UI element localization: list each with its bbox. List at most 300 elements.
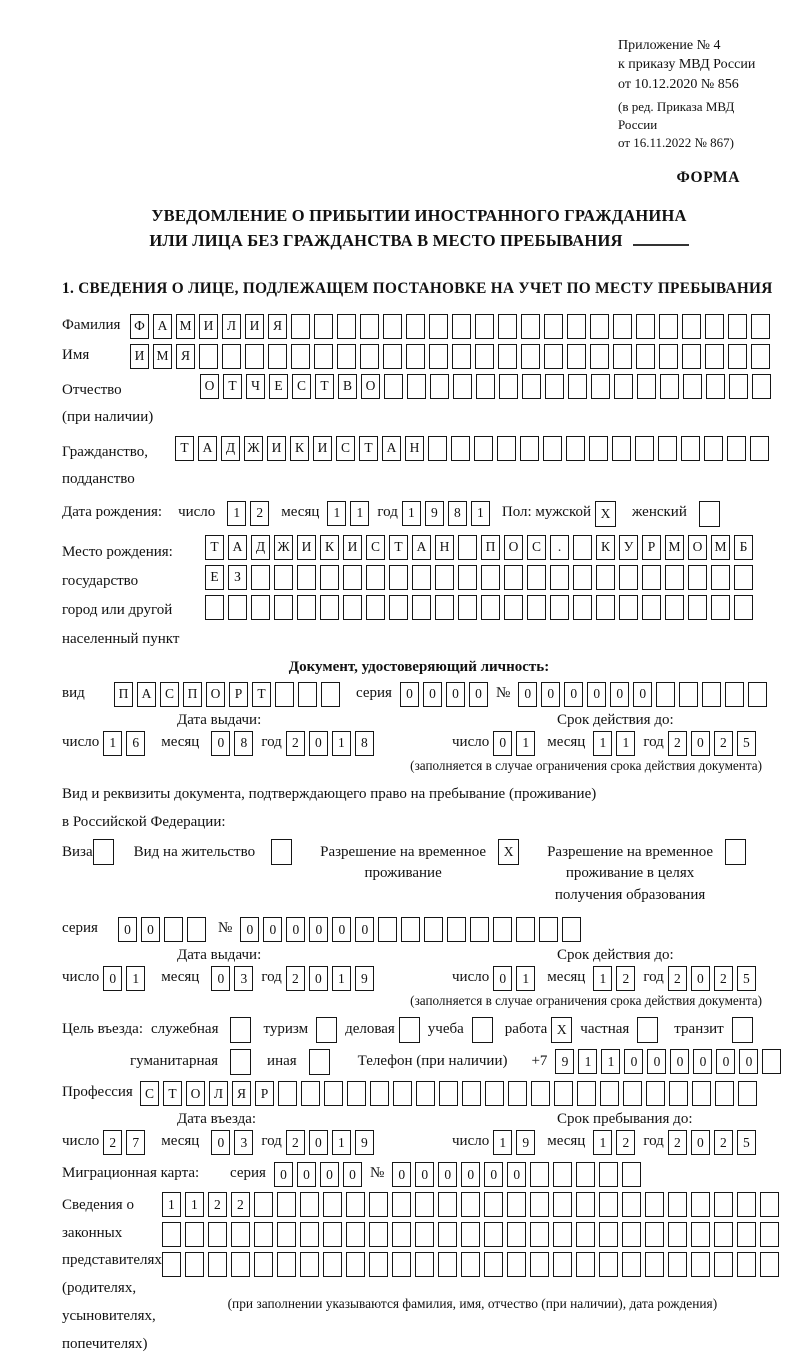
char-cell[interactable] — [699, 501, 720, 527]
char-cell[interactable]: 1 — [332, 1130, 351, 1155]
char-cell[interactable]: С — [160, 682, 179, 707]
char-cell[interactable]: П — [114, 682, 133, 707]
char-cell[interactable] — [573, 535, 592, 560]
char-cell[interactable]: С — [140, 1081, 159, 1106]
char-cell[interactable] — [711, 565, 730, 590]
char-cell[interactable]: 0 — [484, 1162, 503, 1187]
char-cell[interactable]: 1 — [332, 966, 351, 991]
char-cell[interactable] — [659, 344, 678, 369]
char-cell[interactable] — [453, 374, 472, 399]
char-cell[interactable]: И — [199, 314, 218, 339]
char-cell[interactable] — [545, 374, 564, 399]
char-cell[interactable] — [683, 374, 702, 399]
char-cell[interactable] — [428, 436, 447, 461]
char-cell[interactable] — [277, 1252, 296, 1277]
char-cell[interactable] — [301, 1081, 320, 1106]
char-cell[interactable] — [251, 565, 270, 590]
char-cell[interactable]: М — [176, 314, 195, 339]
char-cell[interactable] — [544, 314, 563, 339]
char-cell[interactable] — [573, 595, 592, 620]
char-cell[interactable] — [309, 1049, 330, 1075]
char-cell[interactable] — [619, 595, 638, 620]
char-cell[interactable] — [277, 1222, 296, 1247]
char-cell[interactable]: С — [292, 374, 311, 399]
char-cell[interactable]: И — [245, 314, 264, 339]
char-cell[interactable]: 0 — [211, 1130, 230, 1155]
char-cell[interactable]: 0 — [343, 1162, 362, 1187]
char-cell[interactable] — [484, 1222, 503, 1247]
char-cell[interactable] — [539, 917, 558, 942]
char-cell[interactable]: 9 — [516, 1130, 535, 1155]
char-cell[interactable] — [568, 374, 587, 399]
char-cell[interactable] — [599, 1162, 618, 1187]
char-cell[interactable] — [462, 1081, 481, 1106]
char-cell[interactable]: А — [153, 314, 172, 339]
char-cell[interactable]: 1 — [493, 1130, 512, 1155]
char-cell[interactable] — [567, 344, 586, 369]
char-cell[interactable] — [521, 344, 540, 369]
char-cell[interactable]: 0 — [507, 1162, 526, 1187]
char-cell[interactable]: Ф — [130, 314, 149, 339]
char-cell[interactable] — [589, 436, 608, 461]
char-cell[interactable]: 2 — [286, 1130, 305, 1155]
char-cell[interactable] — [705, 314, 724, 339]
char-cell[interactable] — [484, 1252, 503, 1277]
char-cell[interactable] — [300, 1252, 319, 1277]
char-cell[interactable] — [550, 595, 569, 620]
char-cell[interactable]: 0 — [392, 1162, 411, 1187]
char-cell[interactable]: Ж — [244, 436, 263, 461]
char-cell[interactable] — [762, 1049, 781, 1074]
char-cell[interactable] — [499, 374, 518, 399]
char-cell[interactable] — [415, 1192, 434, 1217]
char-cell[interactable] — [691, 1192, 710, 1217]
char-cell[interactable] — [566, 436, 585, 461]
char-cell[interactable] — [162, 1222, 181, 1247]
char-cell[interactable]: Р — [255, 1081, 274, 1106]
char-cell[interactable] — [576, 1192, 595, 1217]
char-cell[interactable] — [254, 1252, 273, 1277]
char-cell[interactable] — [544, 344, 563, 369]
char-cell[interactable] — [369, 1192, 388, 1217]
char-cell[interactable] — [347, 1081, 366, 1106]
char-cell[interactable] — [590, 344, 609, 369]
char-cell[interactable] — [751, 314, 770, 339]
char-cell[interactable] — [275, 682, 294, 707]
char-cell[interactable] — [725, 682, 744, 707]
char-cell[interactable]: Б — [734, 535, 753, 560]
char-cell[interactable] — [737, 1192, 756, 1217]
char-cell[interactable]: К — [596, 535, 615, 560]
char-cell[interactable]: И — [313, 436, 332, 461]
char-cell[interactable] — [230, 1017, 251, 1043]
char-cell[interactable]: Н — [435, 535, 454, 560]
char-cell[interactable]: 0 — [309, 731, 328, 756]
char-cell[interactable] — [324, 1081, 343, 1106]
char-cell[interactable]: 0 — [309, 1130, 328, 1155]
char-cell[interactable]: 0 — [103, 966, 122, 991]
char-cell[interactable] — [596, 565, 615, 590]
char-cell[interactable]: 2 — [616, 1130, 635, 1155]
char-cell[interactable] — [277, 1192, 296, 1217]
char-cell[interactable] — [760, 1252, 779, 1277]
char-cell[interactable] — [751, 344, 770, 369]
char-cell[interactable] — [485, 1081, 504, 1106]
char-cell[interactable]: Е — [269, 374, 288, 399]
char-cell[interactable] — [254, 1222, 273, 1247]
char-cell[interactable] — [185, 1222, 204, 1247]
char-cell[interactable] — [438, 1252, 457, 1277]
char-cell[interactable]: Е — [205, 565, 224, 590]
char-cell[interactable]: 0 — [691, 1130, 710, 1155]
char-cell[interactable]: С — [527, 535, 546, 560]
char-cell[interactable] — [231, 1222, 250, 1247]
char-cell[interactable]: 0 — [691, 731, 710, 756]
char-cell[interactable] — [435, 565, 454, 590]
char-cell[interactable] — [274, 565, 293, 590]
char-cell[interactable]: 1 — [227, 501, 246, 526]
char-cell[interactable]: Т — [359, 436, 378, 461]
char-cell[interactable] — [750, 436, 769, 461]
char-cell[interactable] — [760, 1192, 779, 1217]
char-cell[interactable] — [346, 1192, 365, 1217]
char-cell[interactable] — [291, 314, 310, 339]
char-cell[interactable] — [567, 314, 586, 339]
char-cell[interactable]: Я — [268, 314, 287, 339]
char-cell[interactable]: X — [551, 1017, 572, 1043]
char-cell[interactable]: 0 — [564, 682, 583, 707]
char-cell[interactable]: 0 — [211, 966, 230, 991]
char-cell[interactable] — [665, 565, 684, 590]
char-cell[interactable] — [573, 565, 592, 590]
char-cell[interactable] — [435, 595, 454, 620]
char-cell[interactable] — [612, 436, 631, 461]
char-cell[interactable]: 0 — [274, 1162, 293, 1187]
char-cell[interactable] — [461, 1252, 480, 1277]
char-cell[interactable]: И — [267, 436, 286, 461]
char-cell[interactable] — [642, 595, 661, 620]
char-cell[interactable] — [553, 1192, 572, 1217]
char-cell[interactable]: 9 — [555, 1049, 574, 1074]
char-cell[interactable]: А — [198, 436, 217, 461]
char-cell[interactable] — [343, 565, 362, 590]
char-cell[interactable]: 0 — [355, 917, 374, 942]
char-cell[interactable] — [346, 1252, 365, 1277]
char-cell[interactable]: М — [711, 535, 730, 560]
char-cell[interactable] — [520, 436, 539, 461]
char-cell[interactable] — [705, 344, 724, 369]
char-cell[interactable] — [458, 595, 477, 620]
char-cell[interactable] — [530, 1162, 549, 1187]
char-cell[interactable]: 1 — [516, 731, 535, 756]
char-cell[interactable] — [507, 1192, 526, 1217]
char-cell[interactable] — [645, 1192, 664, 1217]
char-cell[interactable]: 9 — [425, 501, 444, 526]
char-cell[interactable] — [635, 436, 654, 461]
char-cell[interactable] — [389, 595, 408, 620]
char-cell[interactable]: 0 — [118, 917, 137, 942]
char-cell[interactable]: О — [186, 1081, 205, 1106]
char-cell[interactable] — [507, 1222, 526, 1247]
char-cell[interactable]: 5 — [737, 966, 756, 991]
char-cell[interactable]: 9 — [355, 1130, 374, 1155]
char-cell[interactable] — [665, 595, 684, 620]
char-cell[interactable]: 2 — [616, 966, 635, 991]
char-cell[interactable] — [527, 595, 546, 620]
char-cell[interactable] — [461, 1222, 480, 1247]
char-cell[interactable] — [346, 1222, 365, 1247]
char-cell[interactable]: 1 — [471, 501, 490, 526]
char-cell[interactable] — [645, 1252, 664, 1277]
char-cell[interactable]: X — [498, 839, 519, 865]
char-cell[interactable]: 0 — [309, 917, 328, 942]
char-cell[interactable] — [245, 344, 264, 369]
char-cell[interactable]: 1 — [601, 1049, 620, 1074]
char-cell[interactable] — [656, 682, 675, 707]
char-cell[interactable]: 0 — [446, 682, 465, 707]
char-cell[interactable] — [498, 344, 517, 369]
char-cell[interactable] — [323, 1222, 342, 1247]
char-cell[interactable]: И — [130, 344, 149, 369]
char-cell[interactable] — [668, 1192, 687, 1217]
char-cell[interactable]: 0 — [633, 682, 652, 707]
char-cell[interactable] — [300, 1222, 319, 1247]
char-cell[interactable] — [452, 344, 471, 369]
char-cell[interactable]: 1 — [185, 1192, 204, 1217]
char-cell[interactable] — [646, 1081, 665, 1106]
char-cell[interactable] — [728, 314, 747, 339]
char-cell[interactable] — [406, 344, 425, 369]
char-cell[interactable] — [636, 344, 655, 369]
char-cell[interactable] — [715, 1081, 734, 1106]
char-cell[interactable]: Т — [205, 535, 224, 560]
char-cell[interactable]: 0 — [240, 917, 259, 942]
char-cell[interactable] — [516, 917, 535, 942]
char-cell[interactable] — [481, 565, 500, 590]
char-cell[interactable] — [439, 1081, 458, 1106]
char-cell[interactable]: О — [361, 374, 380, 399]
char-cell[interactable]: 3 — [234, 1130, 253, 1155]
char-cell[interactable] — [691, 1252, 710, 1277]
char-cell[interactable] — [760, 1222, 779, 1247]
char-cell[interactable] — [681, 436, 700, 461]
char-cell[interactable]: Т — [163, 1081, 182, 1106]
char-cell[interactable] — [416, 1081, 435, 1106]
char-cell[interactable]: Н — [405, 436, 424, 461]
char-cell[interactable]: 0 — [211, 731, 230, 756]
char-cell[interactable] — [199, 344, 218, 369]
char-cell[interactable] — [498, 314, 517, 339]
char-cell[interactable]: С — [366, 535, 385, 560]
char-cell[interactable] — [596, 595, 615, 620]
char-cell[interactable]: 0 — [423, 682, 442, 707]
char-cell[interactable]: 2 — [103, 1130, 122, 1155]
char-cell[interactable] — [554, 1081, 573, 1106]
char-cell[interactable]: И — [297, 535, 316, 560]
char-cell[interactable] — [599, 1252, 618, 1277]
char-cell[interactable]: А — [228, 535, 247, 560]
char-cell[interactable] — [323, 1252, 342, 1277]
char-cell[interactable]: Т — [252, 682, 271, 707]
char-cell[interactable] — [706, 374, 725, 399]
char-cell[interactable] — [297, 595, 316, 620]
char-cell[interactable] — [619, 565, 638, 590]
char-cell[interactable] — [553, 1252, 572, 1277]
char-cell[interactable]: 1 — [327, 501, 346, 526]
char-cell[interactable]: 0 — [438, 1162, 457, 1187]
char-cell[interactable] — [732, 1017, 753, 1043]
char-cell[interactable]: 0 — [297, 1162, 316, 1187]
char-cell[interactable] — [576, 1222, 595, 1247]
char-cell[interactable]: М — [665, 535, 684, 560]
char-cell[interactable]: 1 — [593, 731, 612, 756]
char-cell[interactable] — [576, 1252, 595, 1277]
char-cell[interactable]: . — [550, 535, 569, 560]
char-cell[interactable]: 0 — [716, 1049, 735, 1074]
char-cell[interactable]: 2 — [668, 1130, 687, 1155]
char-cell[interactable] — [493, 917, 512, 942]
char-cell[interactable] — [507, 1252, 526, 1277]
char-cell[interactable] — [522, 374, 541, 399]
char-cell[interactable] — [553, 1162, 572, 1187]
char-cell[interactable] — [530, 1252, 549, 1277]
char-cell[interactable]: Т — [389, 535, 408, 560]
char-cell[interactable] — [530, 1192, 549, 1217]
char-cell[interactable] — [323, 1192, 342, 1217]
char-cell[interactable] — [622, 1252, 641, 1277]
char-cell[interactable] — [300, 1192, 319, 1217]
char-cell[interactable] — [383, 314, 402, 339]
char-cell[interactable]: 1 — [593, 1130, 612, 1155]
char-cell[interactable] — [725, 839, 746, 865]
char-cell[interactable] — [369, 1222, 388, 1247]
char-cell[interactable]: О — [200, 374, 219, 399]
char-cell[interactable]: Д — [251, 535, 270, 560]
char-cell[interactable] — [728, 344, 747, 369]
char-cell[interactable]: 0 — [739, 1049, 758, 1074]
char-cell[interactable] — [320, 595, 339, 620]
char-cell[interactable]: К — [320, 535, 339, 560]
char-cell[interactable] — [622, 1222, 641, 1247]
char-cell[interactable] — [622, 1162, 641, 1187]
char-cell[interactable] — [576, 1162, 595, 1187]
char-cell[interactable] — [688, 595, 707, 620]
char-cell[interactable] — [727, 436, 746, 461]
char-cell[interactable] — [366, 595, 385, 620]
char-cell[interactable] — [734, 595, 753, 620]
char-cell[interactable] — [162, 1252, 181, 1277]
char-cell[interactable] — [714, 1252, 733, 1277]
char-cell[interactable] — [424, 917, 443, 942]
char-cell[interactable] — [228, 595, 247, 620]
char-cell[interactable] — [187, 917, 206, 942]
char-cell[interactable] — [714, 1222, 733, 1247]
char-cell[interactable]: 0 — [493, 731, 512, 756]
char-cell[interactable] — [369, 1252, 388, 1277]
char-cell[interactable] — [222, 344, 241, 369]
char-cell[interactable]: Л — [222, 314, 241, 339]
char-cell[interactable] — [508, 1081, 527, 1106]
char-cell[interactable] — [668, 1222, 687, 1247]
char-cell[interactable] — [637, 1017, 658, 1043]
char-cell[interactable] — [737, 1252, 756, 1277]
char-cell[interactable] — [205, 595, 224, 620]
char-cell[interactable] — [599, 1192, 618, 1217]
char-cell[interactable] — [412, 565, 431, 590]
char-cell[interactable] — [599, 1222, 618, 1247]
char-cell[interactable]: 0 — [493, 966, 512, 991]
char-cell[interactable] — [407, 374, 426, 399]
char-cell[interactable] — [401, 917, 420, 942]
char-cell[interactable] — [360, 344, 379, 369]
char-cell[interactable]: 2 — [668, 731, 687, 756]
char-cell[interactable] — [389, 565, 408, 590]
char-cell[interactable] — [645, 1222, 664, 1247]
char-cell[interactable]: О — [206, 682, 225, 707]
char-cell[interactable]: 0 — [647, 1049, 666, 1074]
char-cell[interactable] — [393, 1081, 412, 1106]
char-cell[interactable] — [553, 1222, 572, 1247]
char-cell[interactable]: 2 — [714, 1130, 733, 1155]
char-cell[interactable]: М — [153, 344, 172, 369]
char-cell[interactable]: Я — [176, 344, 195, 369]
char-cell[interactable] — [360, 314, 379, 339]
char-cell[interactable]: 1 — [402, 501, 421, 526]
char-cell[interactable] — [590, 314, 609, 339]
char-cell[interactable]: Л — [209, 1081, 228, 1106]
char-cell[interactable] — [600, 1081, 619, 1106]
char-cell[interactable] — [470, 917, 489, 942]
char-cell[interactable]: 2 — [668, 966, 687, 991]
char-cell[interactable] — [429, 314, 448, 339]
char-cell[interactable] — [231, 1252, 250, 1277]
char-cell[interactable] — [254, 1192, 273, 1217]
char-cell[interactable] — [337, 314, 356, 339]
char-cell[interactable]: 7 — [126, 1130, 145, 1155]
char-cell[interactable] — [484, 1192, 503, 1217]
char-cell[interactable] — [251, 595, 270, 620]
char-cell[interactable] — [475, 344, 494, 369]
char-cell[interactable] — [185, 1252, 204, 1277]
char-cell[interactable]: 1 — [616, 731, 635, 756]
char-cell[interactable] — [399, 1017, 420, 1043]
char-cell[interactable] — [438, 1192, 457, 1217]
char-cell[interactable]: 0 — [624, 1049, 643, 1074]
char-cell[interactable] — [208, 1252, 227, 1277]
char-cell[interactable]: 1 — [350, 501, 369, 526]
char-cell[interactable]: А — [412, 535, 431, 560]
char-cell[interactable] — [415, 1222, 434, 1247]
char-cell[interactable]: Ж — [274, 535, 293, 560]
char-cell[interactable] — [278, 1081, 297, 1106]
char-cell[interactable] — [476, 374, 495, 399]
char-cell[interactable]: 1 — [516, 966, 535, 991]
char-cell[interactable] — [320, 565, 339, 590]
char-cell[interactable]: 2 — [714, 731, 733, 756]
char-cell[interactable]: 0 — [286, 917, 305, 942]
char-cell[interactable]: 0 — [469, 682, 488, 707]
char-cell[interactable]: 0 — [518, 682, 537, 707]
char-cell[interactable]: Д — [221, 436, 240, 461]
char-cell[interactable]: 8 — [448, 501, 467, 526]
char-cell[interactable]: Я — [232, 1081, 251, 1106]
char-cell[interactable]: О — [504, 535, 523, 560]
char-cell[interactable]: П — [481, 535, 500, 560]
char-cell[interactable] — [527, 565, 546, 590]
char-cell[interactable] — [636, 314, 655, 339]
char-cell[interactable] — [451, 436, 470, 461]
char-cell[interactable] — [384, 374, 403, 399]
